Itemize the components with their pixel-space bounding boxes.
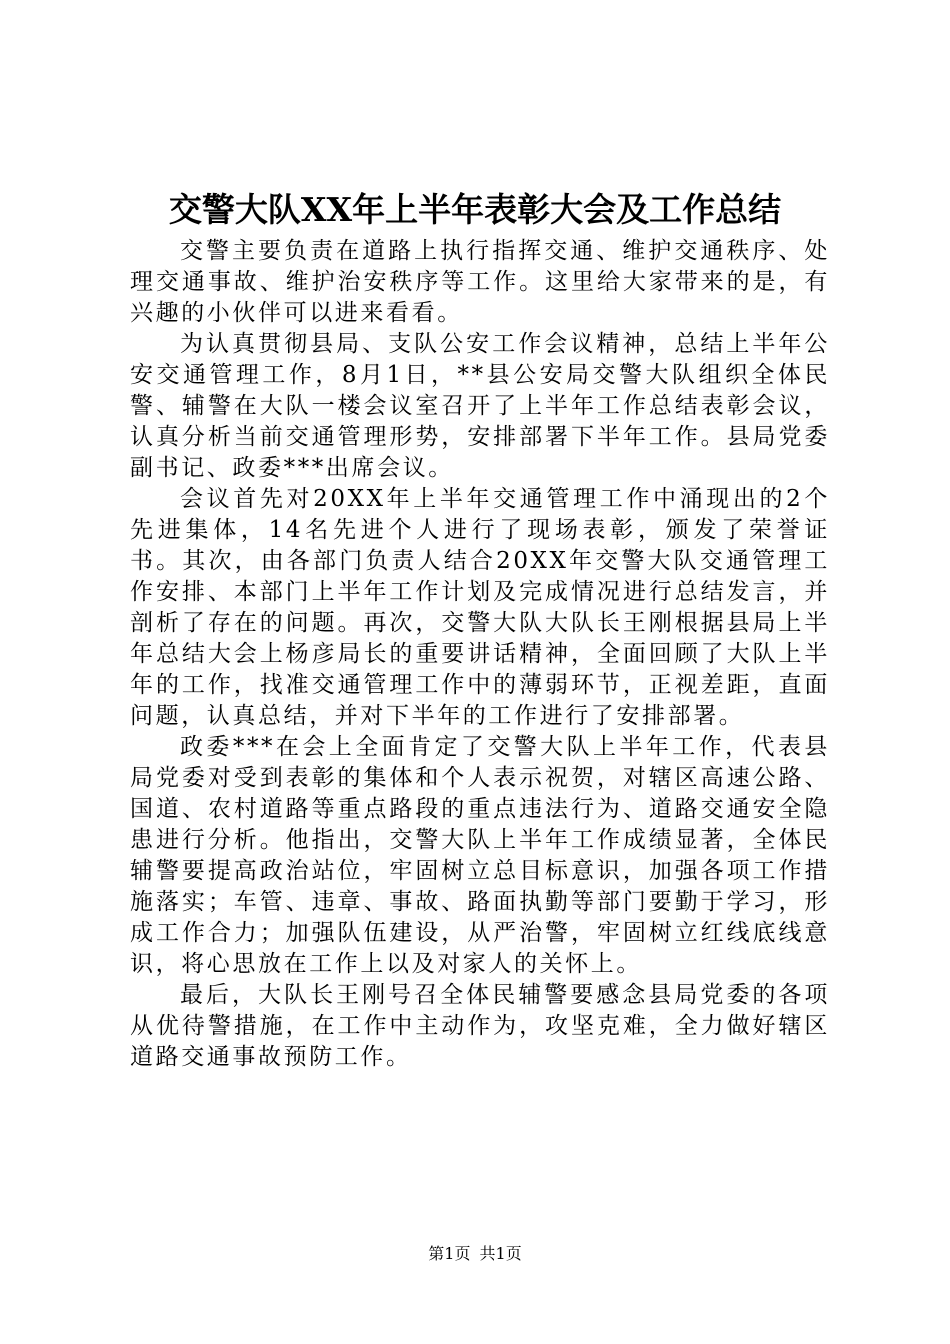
page-footer	[0, 1244, 950, 1264]
page-number: 第1页	[428, 1244, 471, 1263]
paragraph-intro: 交警主要负责在道路上执行指挥交通、维护交通秩序、处理交通事故、维护治安秩序等工作。这里给大家带来的是，有兴趣的小伙伴可以进来看看。	[130, 238, 830, 326]
document-body	[130, 236, 830, 1073]
paragraph-commendation: 会议首先对20XX年上半年交通管理工作中涌现出的2个先进集体，14名先进个人进行了现场表彰，颁发了荣誉证书。其次，由各部门负责人结合20XX年交警大队交通管理工作安排、本部门上半年工作计划及完成情况进行总结发言，并剖析了存在的问题。再次，交警大队大队长王刚根据县局上半年总结大会上杨彦局长的重要讲话精神，全面回顾了大队上半年的工作，找准交通管理工作中的薄弱环节，正视差距，直面问题，认真总结，并对下半年的工作进行了安排部署。	[130, 486, 830, 729]
paragraph-closing: 最后，大队长王刚号召全体民辅警要感念县局党委的各项从优待警措施，在工作中主动作为，攻坚克难，全力做好辖区道路交通事故预防工作。	[130, 982, 830, 1070]
paragraph-meeting: 为认真贯彻县局、支队公安工作会议精神，总结上半年公安交通管理工作，8月1日，**县公安局交警大队组织全体民警、辅警在大队一楼会议室召开了上半年工作总结表彰会议，认真分析当前交通管理形势，安排部署下半年工作。县局党委副书记、政委***出席会议。	[130, 331, 830, 481]
document-title: 交警大队XX年上半年表彰大会及工作总结	[168, 190, 782, 229]
page-total: 共1页	[479, 1244, 522, 1263]
paragraph-commissar-speech: 政委***在会上全面肯定了交警大队上半年工作，代表县局党委对受到表彰的集体和个人表示祝贺，对辖区高速公路、国道、农村道路等重点路段的重点违法行为、道路交通安全隐患进行分析。他指出，交警大队上半年工作成绩显著，全体民辅警要提高政治站位，牢固树立总目标意识，加强各项工作措施落实；车管、违章、事故、路面执勤等部门要勤于学习，形成工作合力；加强队伍建设，从严治警，牢固树立红线底线意识，将心思放在工作上以及对家人的关怀上。	[130, 734, 830, 977]
